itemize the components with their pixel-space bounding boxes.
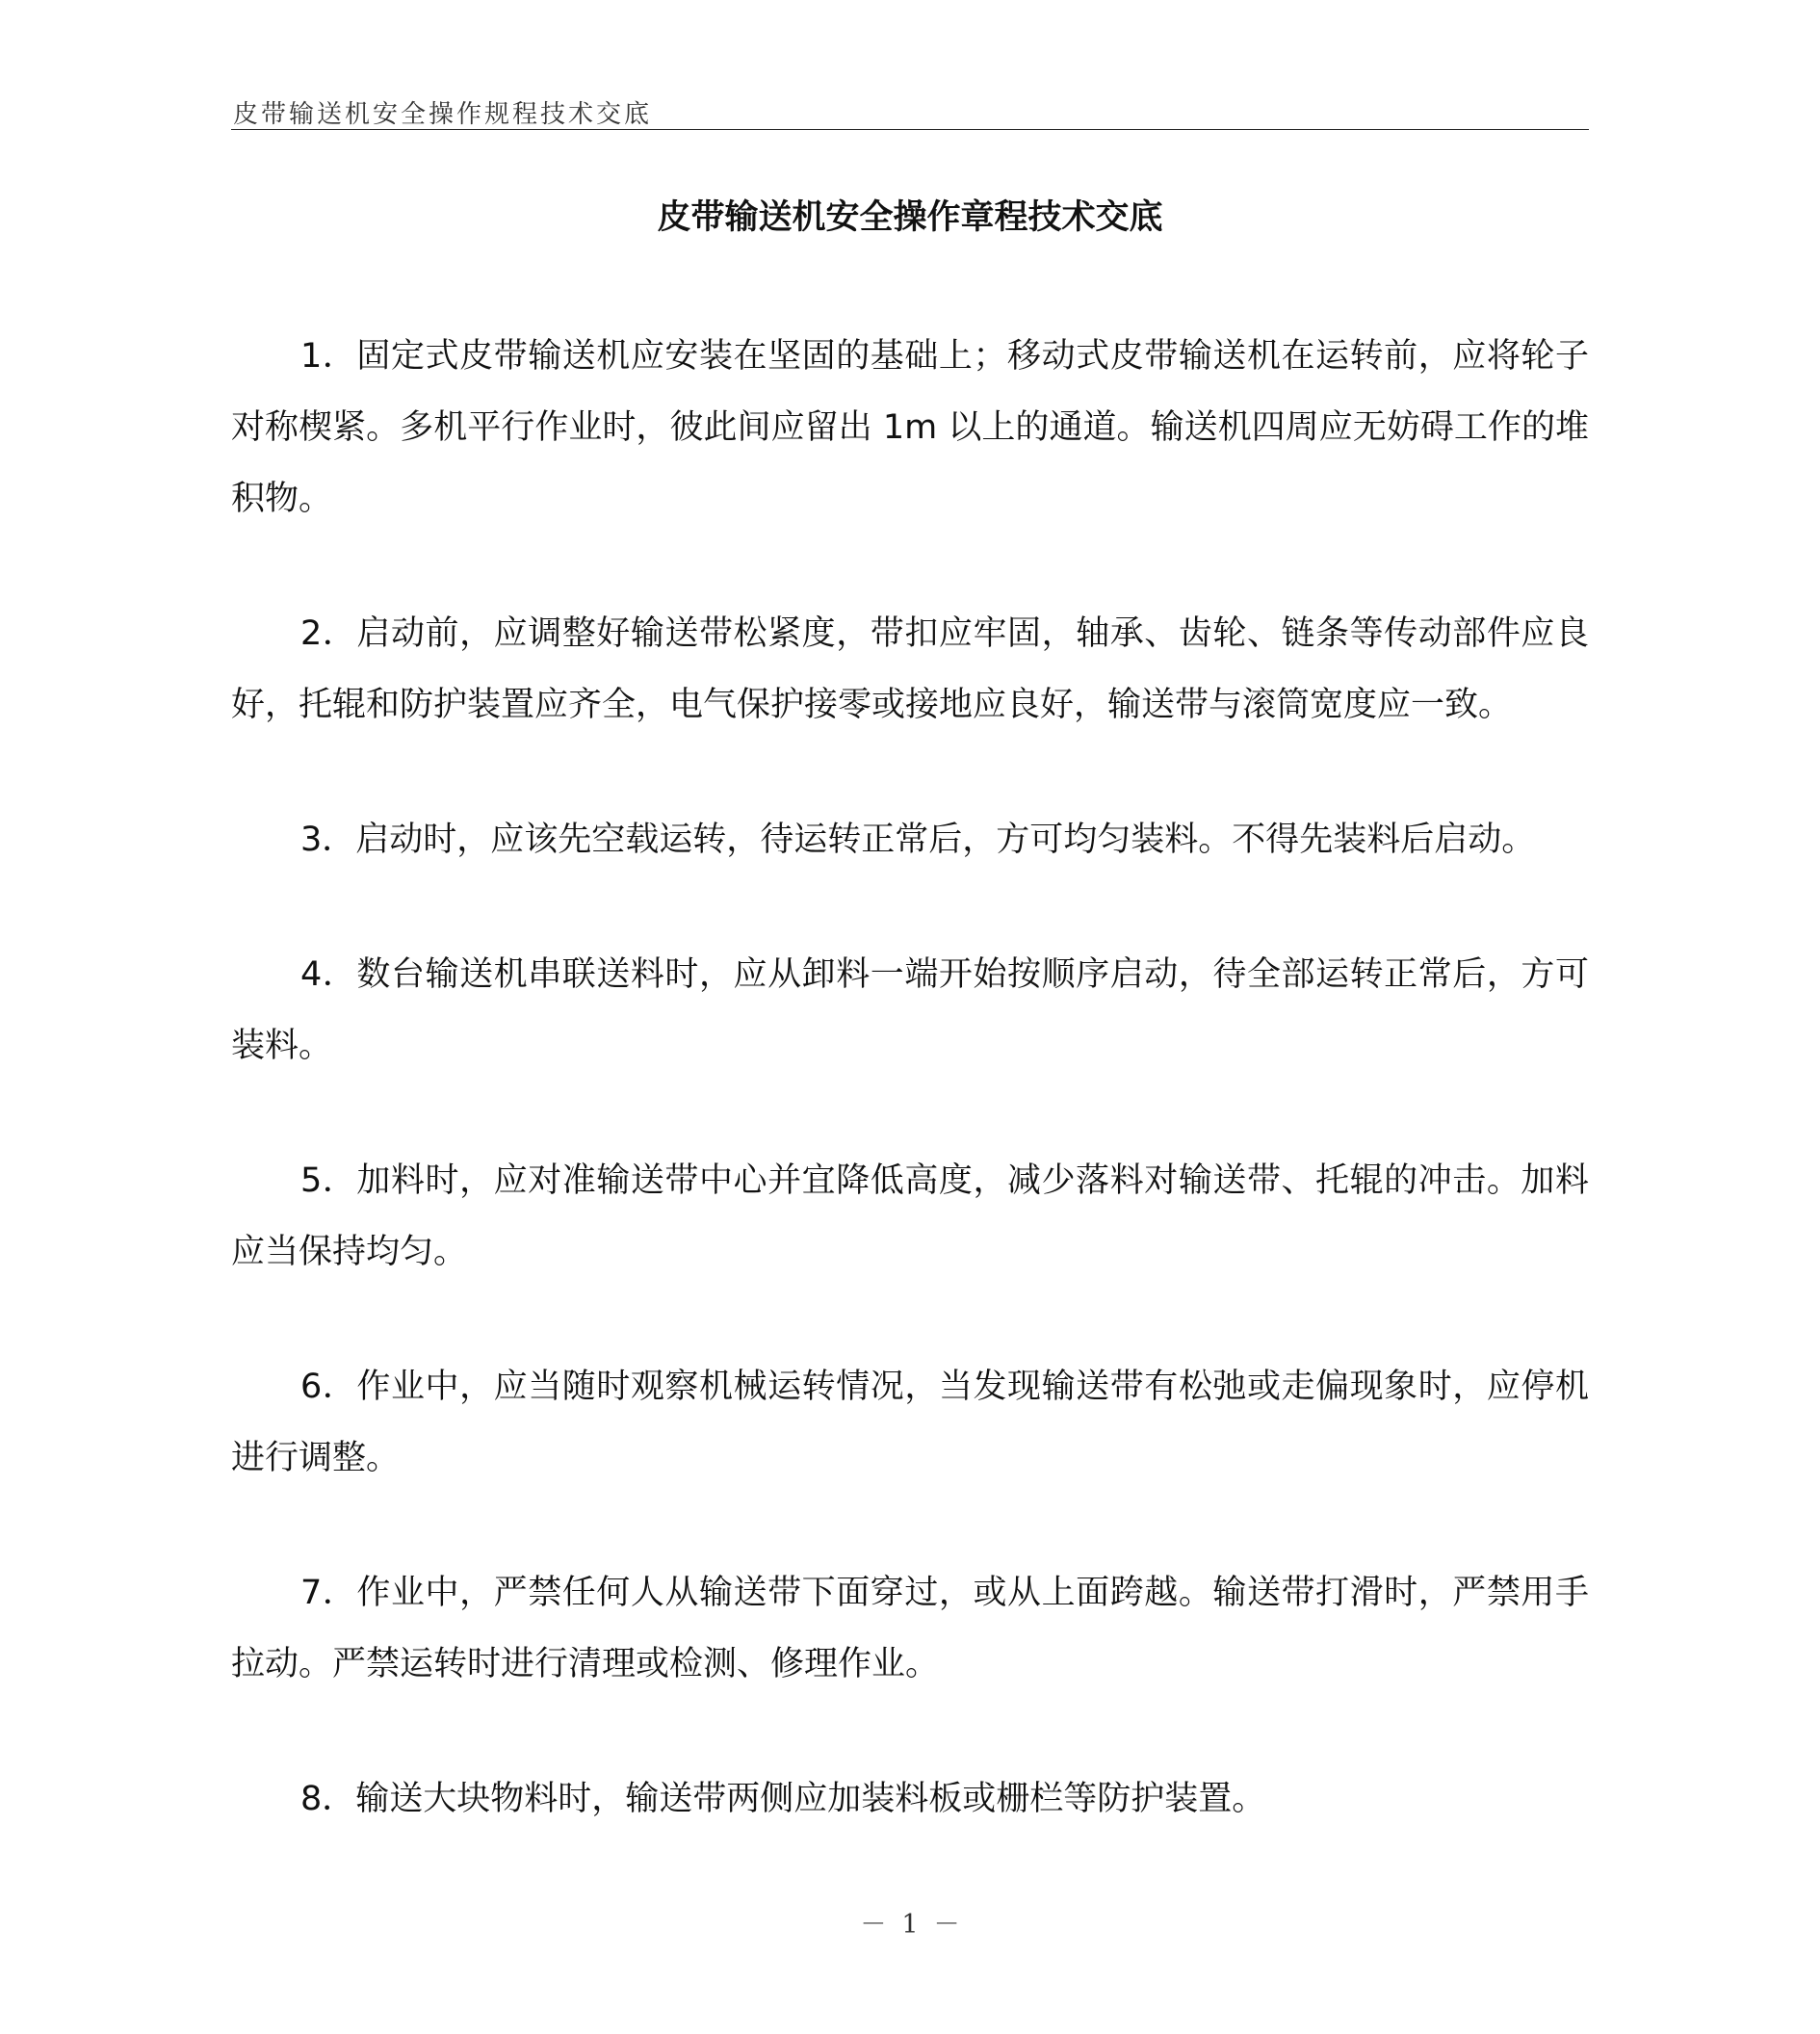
rule-text: 作业中，应当随时观察机械运转情况，当发现输送带有松弛或走偏现象时，应停机进行调整。 [231,1368,1589,1477]
rule-text: 作业中，严禁任何人从输送带下面穿过，或从上面跨越。输送带打滑时，严禁用手拉动。严禁运转时进行清理或检测、修理作业。 [231,1574,1589,1683]
rule-item-6 [231,1351,1589,1494]
rule-text: 输送大块物料时，输送带两侧应加装料板或栅栏等防护装置。 [355,1780,1266,1818]
page-number: 1 [901,1910,919,1940]
rule-text: 固定式皮带输送机应安装在坚固的基础上；移动式皮带输送机在运转前，应将轮子对称楔紧。多机平行作业时，彼此间应留出 1m 以上的通道。输送机四周应无妨碍工作的堆积物。 [231,337,1589,518]
rule-item-7 [231,1557,1589,1700]
footer-dash-right: － [933,1910,960,1940]
rule-item-8 [231,1763,1589,1835]
rule-number: 6． [300,1368,357,1406]
rule-number: 2． [300,614,357,653]
document-title: 皮带输送机安全操作章程技术交底 [657,198,1163,237]
page-header [231,92,1589,130]
rule-number: 8． [300,1780,356,1818]
rule-item-5 [231,1145,1589,1288]
rule-text: 加料时，应对准输送带中心并宜降低高度，减少落料对输送带、托辊的冲击。加料应当保持均匀。 [231,1161,1589,1271]
rule-number: 4． [300,955,357,994]
rule-number: 7． [300,1574,357,1612]
page-footer [0,1903,1820,1941]
rule-number: 5． [300,1161,357,1200]
rule-item-3 [231,804,1589,875]
rule-number: 3． [300,821,356,859]
rule-list [231,321,1589,1898]
rule-text: 数台输送机串联送料时，应从卸料一端开始按顺序启动，待全部运转正常后，方可装料。 [231,955,1589,1065]
rule-item-2 [231,598,1589,741]
header-title: 皮带输送机安全操作规程技术交底 [233,100,653,129]
rule-item-1 [231,321,1589,535]
rule-number: 1． [300,337,357,376]
footer-dash-left: － [860,1910,887,1940]
rule-item-4 [231,939,1589,1082]
rule-text: 启动前，应调整好输送带松紧度，带扣应牢固，轴承、齿轮、链条等传动部件应良好，托辊和防护装置应齐全，电气保护接零或接地应良好，输送带与滚筒宽度应一致。 [231,614,1589,724]
rule-text: 启动时，应该先空载运转，待运转正常后，方可均匀装料。不得先装料后启动。 [355,821,1536,859]
